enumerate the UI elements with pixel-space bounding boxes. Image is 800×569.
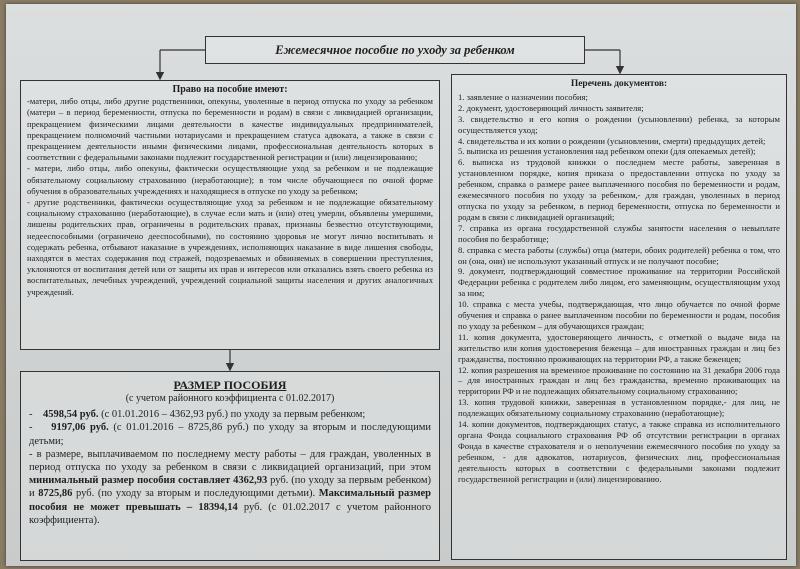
document-item: 3. свидетельство и его копия о рождении (усыновлении) ребенка, за которым осуществляется уход;: [458, 113, 780, 135]
amount-line-dismissed: [29, 448, 431, 527]
amount-text-second: (с 01.01.2016 – 8725,86 руб.) по уходу за вторым и последующими детьми;: [29, 422, 431, 447]
documents-section: [451, 74, 787, 560]
document-item: 4. свидетельства и их копии о рождении (усыновлении, смерти) предыдущих детей;: [458, 135, 766, 146]
amount-line-second-child: - 9197,06 руб. (с 01.01.2016 – 8725,86 руб.) по уходу за вторым и последующими детьми;: [29, 422, 431, 447]
amount-line-first-child: - 4598,54 руб. (с 01.01.2016 – 4362,93 руб.) по уходу за первым ребенком;: [29, 409, 366, 421]
document-item: 11. копия документа, удостоверяющего личность, с отметкой о выдаче вида на жительство или копия удостоверения беженца – для иностранных граждан и лиц без гражданства, постоянно проживающих на территории РФ, а также беженцев;: [458, 331, 780, 364]
amount-max: Максимальный размер пособия не может превышать – 18394,14: [29, 488, 431, 513]
rights-section: [20, 80, 440, 350]
document-item: 10. справка с места учебы, подтверждающая, что лицо обучается по очной форме обучения и справка о ранее выплаченном пособии по беременности и родам, пособия по уходу за ребенком – для обучающихся граждан;: [458, 299, 780, 331]
documents-heading: Перечень документов:: [570, 79, 668, 89]
amount-heading: РАЗМЕР ПОСОБИЯ: [173, 378, 287, 392]
amount-text: - в размере, выплачиваемом по последнему месту работы – для граждан, уволенных в период отпуска по уходу за ребенком в связи с ликвидацией организаций, при этом: [29, 448, 431, 474]
amount-text: руб. (по уходу за первым ребенком) и: [29, 475, 431, 500]
amount-section: [20, 371, 440, 561]
document-item: 7. справка из органа государственной службы занятости населения о невыплате пособия по безработице;: [458, 222, 780, 244]
amount-min-first: минимальный размер пособия составляет 4362,93: [29, 475, 268, 487]
amount-subheading: (с учетом районного коэффициента с 01.02.2017): [125, 393, 335, 404]
document-item: 6. выписка из трудовой книжки о последнем месте работы, заверенная в установленном порядке, копия приказа о предоставлении отпуска по уходу за ребенком, справка о размере ранее выплаченного пособия по беременности и родам, ежемесячного пособия по уходу за ребенком,- для граждан, уволенных в период отпуска по уходу за ребенком, в период беременности, отпуска по беременности и родам в связи с ликвидацией организаций;: [458, 157, 780, 222]
document-item: 12. копия разрешения на временное проживание по состоянию на 31 декабря 2006 года – для иностранных граждан и лиц без гражданства, временно проживающих на территории РФ и не подлежащих обязательному социальному страхованию;: [458, 364, 780, 397]
rights-paragraph: - другие родственники, фактически осуществляющие уход за ребенком и не подлежащие обязательному социальному страхованию (неработающие), в случае если мать и (или) отец умерли, объявлены умершими, лишены родительских прав, ограничены в родительских правах, признаны безвестно отсутствующими, недееспособными (ограничено дееспособными), по состоянию здоровья не могут лично воспитывать и содержать ребенка, отбывают наказание в учреждениях, исполняющих наказание в виде лишения свободы, находятся в местах содержания под стражей, подозреваемых и обвиняемых в совершении преступления, уклоняются от воспитания детей или от защиты их прав и интересов или отказались взять своего ребенка из воспитательных, лечебных учреждений, учреждений социальной защиты населения и других аналогичных учреждений.: [27, 197, 433, 297]
document-item: 5. выписка из решения установления над ребенком опеки (для опекаемых детей);: [458, 146, 756, 157]
document-item: 9. документ, подтверждающий совместное проживание на территории Российской Федерации ребенка с родителем либо лицом, его заменяющим, осуществляющим уход за ним;: [458, 266, 780, 299]
document-item: 8. справка с места работы (службы) отца (матери, обоих родителей) ребенка о том, что он (она, они) не используют указанный отпуск и не получают пособие;: [458, 244, 780, 266]
rights-paragraph: - матери, либо отцы, либо опекуны, фактически осуществляющие уход за ребенком и не подлежащие обязательному социальному страхованию (неработающие); в том числе обучающиеся по очной форме обучения в образовательных учреждениях и находящиеся в отпуске по уходу за ребенком;: [27, 163, 433, 196]
amount-text: руб. (по уходу за вторым и последующими детьми).: [72, 488, 319, 500]
amount-text-first: (с 01.01.2016 – 4362,93 руб.) по уходу за первым ребенком;: [98, 409, 366, 421]
document-item: 14. копии документов, подтверждающих статус, а также справка из исполнительного органа Фонда социального страхования РФ об отсутствии регистрации в органах Фонда в качестве страхователя и о неполучении ежемесячного пособия по уходу за ребенком, - для адвокатов, нотариусов, физических лиц, профессиональная деятельность которых в соответствии с федеральными законами подлежит государственной регистрации и (или) лицензированию.: [458, 419, 780, 484]
amount-value-second: 9197,06 руб.: [51, 422, 109, 434]
amount-min-second: 8725,86: [38, 488, 73, 500]
rights-heading: Право на пособие имеют:: [172, 84, 288, 95]
rights-paragraph: -матери, либо отцы, либо другие родственники, опекуны, уволенные в период отпуска по уходу за ребенком (матери – в период беременности, отпуска по беременности и родам) в связи с ликвидацией организации, прекращением физическими лицами деятельности в качестве индивидуальных предпринимателей, прекращением полномочий частными нотариусами и прекращением статуса адвоката, а также в связи с прекращением деятельности иными физическими лицами, профессиональная деятельность которых в соответствии с федеральными законами подлежит государственной регистрации и (или) лицензированию;: [27, 96, 433, 163]
amount-value-first: 4598,54 руб.: [43, 409, 99, 421]
document-item: 13. копия трудовой книжки, заверенная в установленном порядке,- для лиц, не подлежащих обязательному социальному страхованию (неработающие);: [458, 397, 780, 419]
amount-text: руб. (с 01.02.2017 с учетом районного коэффициента).: [29, 501, 431, 526]
document-item: 1. заявление о назначении пособия;: [458, 91, 588, 102]
page-title: Ежемесячное пособие по уходу за ребенком: [205, 36, 585, 64]
document-item: 2. документ, удостоверяющий личность заявителя;: [458, 102, 644, 113]
